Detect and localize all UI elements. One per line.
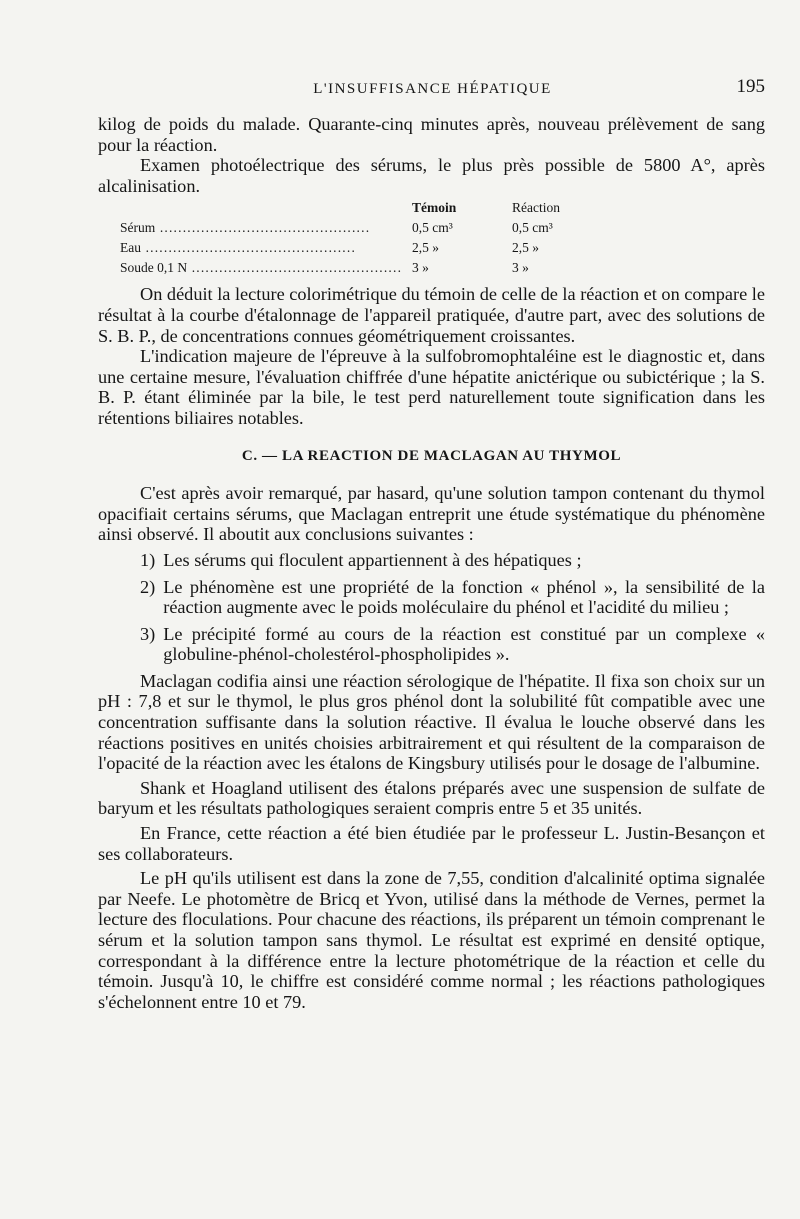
paragraph-4: L'indication majeure de l'épreuve à la sulfobromophtaléine est le diagnostic et, dans une certaine mesure, l'évaluation chiffrée d'une hépatite anictérique ou subictérique ; la S. B. P. étant éliminée par la bile, le test perd naturellement toute signification dans les rétentions biliaires notables. <box>98 346 765 428</box>
list-number: 2) <box>140 576 156 597</box>
table-header-row <box>98 198 765 218</box>
row-reaction: 3 » <box>512 260 529 276</box>
header-temoin: Témoin <box>412 200 457 216</box>
page-number: 195 <box>736 76 765 97</box>
page-header <box>100 76 765 100</box>
row-temoin: 3 » <box>412 260 429 276</box>
list-number: 1) <box>140 549 156 570</box>
list-text: Les sérums qui floculent appartiennent à des hépatiques ; <box>163 549 582 570</box>
list-item <box>98 624 765 665</box>
paragraph-8: En France, cette réaction a été bien étudiée par le professeur L. Justin-Besançon et ses collaborateurs. <box>98 823 765 864</box>
paragraph-6: Maclagan codifia ainsi une réaction sérologique de l'hépatite. Il fixa son choix sur un pH : 7,8 et sur le thymol, le plus gros phénol dont la solubilité fût compatible avec une concentration suffisante dans la solution réactive. Il évalua le louche observé dans les réactions positives en unités choisies arbitrairement et qui résultent de la comparaison de l'opacité de la réaction avec les étalons de Kingsbury utilisés pour le dosage de l'albumine. <box>98 670 765 774</box>
section-heading: C. — LA REACTION DE MACLAGAN AU THYMOL <box>241 447 622 464</box>
paragraph-3: On déduit la lecture colorimétrique du témoin de celle de la réaction et on compare le résultat à la courbe d'étalonnage de l'appareil pratiquée, d'autre part, avec des solutions de S. B. P., de concentrations connues géométriquement croissantes. <box>98 284 765 346</box>
row-label: Sérum ..... <box>120 220 370 235</box>
reagent-table <box>98 198 765 278</box>
row-reaction: 2,5 » <box>512 240 539 256</box>
row-temoin: 2,5 » <box>412 240 439 256</box>
list-text: Le phénomène est une propriété de la fonction « phénol », la sensibilité de la réaction augmente avec le poids moléculaire du phénol et l'acidité du milieu ; <box>163 576 765 618</box>
header-reaction: Réaction <box>512 200 560 216</box>
row-label: Soude 0,1 N ..... <box>120 260 402 275</box>
paragraph-5: C'est après avoir remarqué, par hasard, qu'une solution tampon contenant du thymol opacifiait certains sérums, que Maclagan entreprit une étude systématique du phénomène ainsi observé. Il aboutit aux conclusions suivantes : <box>98 483 765 545</box>
table-row <box>98 238 765 258</box>
table-row <box>98 218 765 238</box>
paragraph-9: Le pH qu'ils utilisent est dans la zone de 7,55, condition d'alcalinité optima signalée par Neefe. Le photomètre de Bricq et Yvon, utilisé dans la méthode de Vernes, permet la lecture des floculations. Pour chacune des réactions, ils préparent un témoin comprenant le sérum et la solution tampon sans thymol. Le résultat est exprimé en densité optique, correspondant à la différence entre la lecture photométrique de la réaction et celle du témoin. Jusqu'à 10, le chiffre est considéré comme normal ; les réactions pathologiques s'échelonnent entre 10 et 79. <box>98 868 765 1012</box>
body-text <box>98 114 765 1012</box>
running-title: L'INSUFFISANCE HÉPATIQUE <box>313 81 552 97</box>
row-temoin: 0,5 cm³ <box>412 220 453 236</box>
list-item <box>98 550 765 571</box>
paragraph-1: kilog de poids du malade. Quarante-cinq minutes après, nouveau prélèvement de sang pour la réaction. <box>98 114 765 155</box>
row-label: Eau ..... <box>120 240 356 255</box>
list-item <box>98 577 765 618</box>
paragraph-7: Shank et Hoagland utilisent des étalons préparés avec une suspension de sulfate de baryum et les résultats pathologiques seraient compris entre 5 et 35 unités. <box>98 777 765 819</box>
row-reaction: 0,5 cm³ <box>512 220 553 236</box>
list-number: 3) <box>140 623 156 644</box>
paragraph-2: Examen photoélectrique des sérums, le plus près possible de 5800 A°, après alcalinisation. <box>98 155 765 196</box>
list-text: Le précipité formé au cours de la réaction est constitué par un complexe « globuline-phénol-cholestérol-phospholipides ». <box>163 623 765 665</box>
table-row <box>98 258 765 278</box>
